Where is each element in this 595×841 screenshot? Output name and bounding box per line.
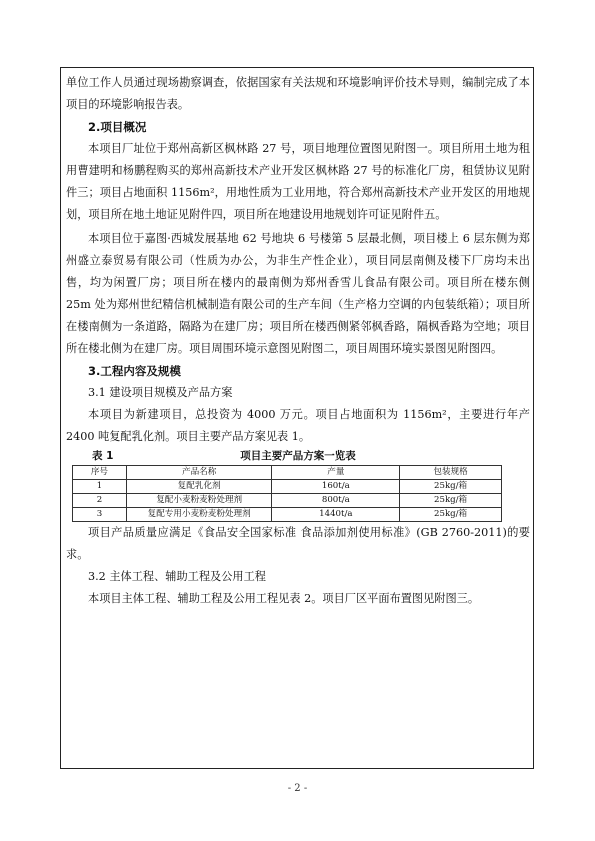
table-cell: 25kg/箱 (400, 494, 502, 508)
table-caption (66, 448, 530, 465)
table-cell: 1 (73, 480, 127, 494)
table-cell: 复配乳化剂 (126, 480, 272, 494)
table-row (73, 494, 502, 508)
document-body (66, 72, 530, 610)
header-cell: 序号 (73, 466, 127, 480)
paragraph-overview-2: 本项目位于嘉图·西城发展基地 62 号地块 6 号楼第 5 层最北侧，项目楼上 6 层东侧为郑州盛立泰贸易有限公司（性质为办公，为非生产性企业），项目同层南侧及楼下厂房均未出售，均为闲置厂房；项目所在楼内的最南侧为郑州香雪儿食品有限公司。项目所在楼东侧 25m 处为郑州世纪精信机械制造有限公司的生产车间（生产格力空调的内包装纸箱）；项目所在楼南侧为一条道路，隔路为在建厂房；项目所在楼西侧紧邻枫香路，隔枫香路为空地；项目所在楼北侧为在建厂房。项目周围环境示意图见附图二，项目周围环境实景图见附图四。 (66, 232, 530, 355)
product-table (72, 465, 502, 522)
paragraph-scale: 本项目为新建项目，总投资为 4000 万元。项目占地面积为 1156m²，主要进行年产 2400 吨复配乳化剂。项目主要产品方案见表 1。 (66, 408, 530, 443)
table-cell: 3 (73, 508, 127, 522)
header-cell: 产量 (272, 466, 400, 480)
table-cell: 25kg/箱 (400, 480, 502, 494)
heading-engineering-scale: 3.工程内容及规模 (88, 364, 181, 378)
paragraph-main-works: 本项目主体工程、辅助工程及公用工程见表 2。项目厂区平面布置图见附图三。 (88, 592, 480, 605)
subheading-main-works: 3.2 主体工程、辅助工程及公用工程 (88, 570, 266, 583)
paragraph-quality: 项目产品质量应满足《食品安全国家标准 食品添加剂使用标准》(GB 2760-2011)的要求。 (66, 526, 530, 561)
subheading-scale-products: 3.1 建设项目规模及产品方案 (88, 386, 233, 399)
table-number: 表 1 (92, 450, 114, 462)
table-row (73, 480, 502, 494)
table-cell: 800t/a (272, 494, 400, 508)
page-number: - 2 - (287, 783, 308, 794)
table-cell: 2 (73, 494, 127, 508)
table-cell: 复配专用小麦粉麦粉处理剂 (126, 508, 272, 522)
table-cell: 复配小麦粉麦粉处理剂 (126, 494, 272, 508)
heading-project-overview: 2.项目概况 (88, 120, 147, 134)
header-cell: 包装规格 (400, 466, 502, 480)
table-cell: 1440t/a (272, 508, 400, 522)
table-cell: 160t/a (272, 480, 400, 494)
header-cell: 产品名称 (126, 466, 272, 480)
paragraph-intro: 单位工作人员通过现场勘察调查，依据国家有关法规和环境影响评价技术导则，编制完成了本项目的环境影响报告表。 (66, 76, 530, 111)
paragraph-overview-1: 本项目厂址位于郑州高新区枫林路 27 号，项目地理位置图见附图一。项目所用土地为租用曹建明和杨鹏程购买的郑州高新技术产业开发区枫林路 27 号的标准化厂房，租赁协议见附件三；项目占地面积 1156m²，用地性质为工业用地，符合郑州高新技术产业开发区的用地规划，项目所在地土地证见附件四，项目所在地建设用地规划许可证见附件五。 (66, 142, 530, 221)
table-header-row (73, 466, 502, 480)
table-row (73, 508, 502, 522)
table-cell: 25kg/箱 (400, 508, 502, 522)
table-title: 项目主要产品方案一览表 (240, 450, 356, 462)
